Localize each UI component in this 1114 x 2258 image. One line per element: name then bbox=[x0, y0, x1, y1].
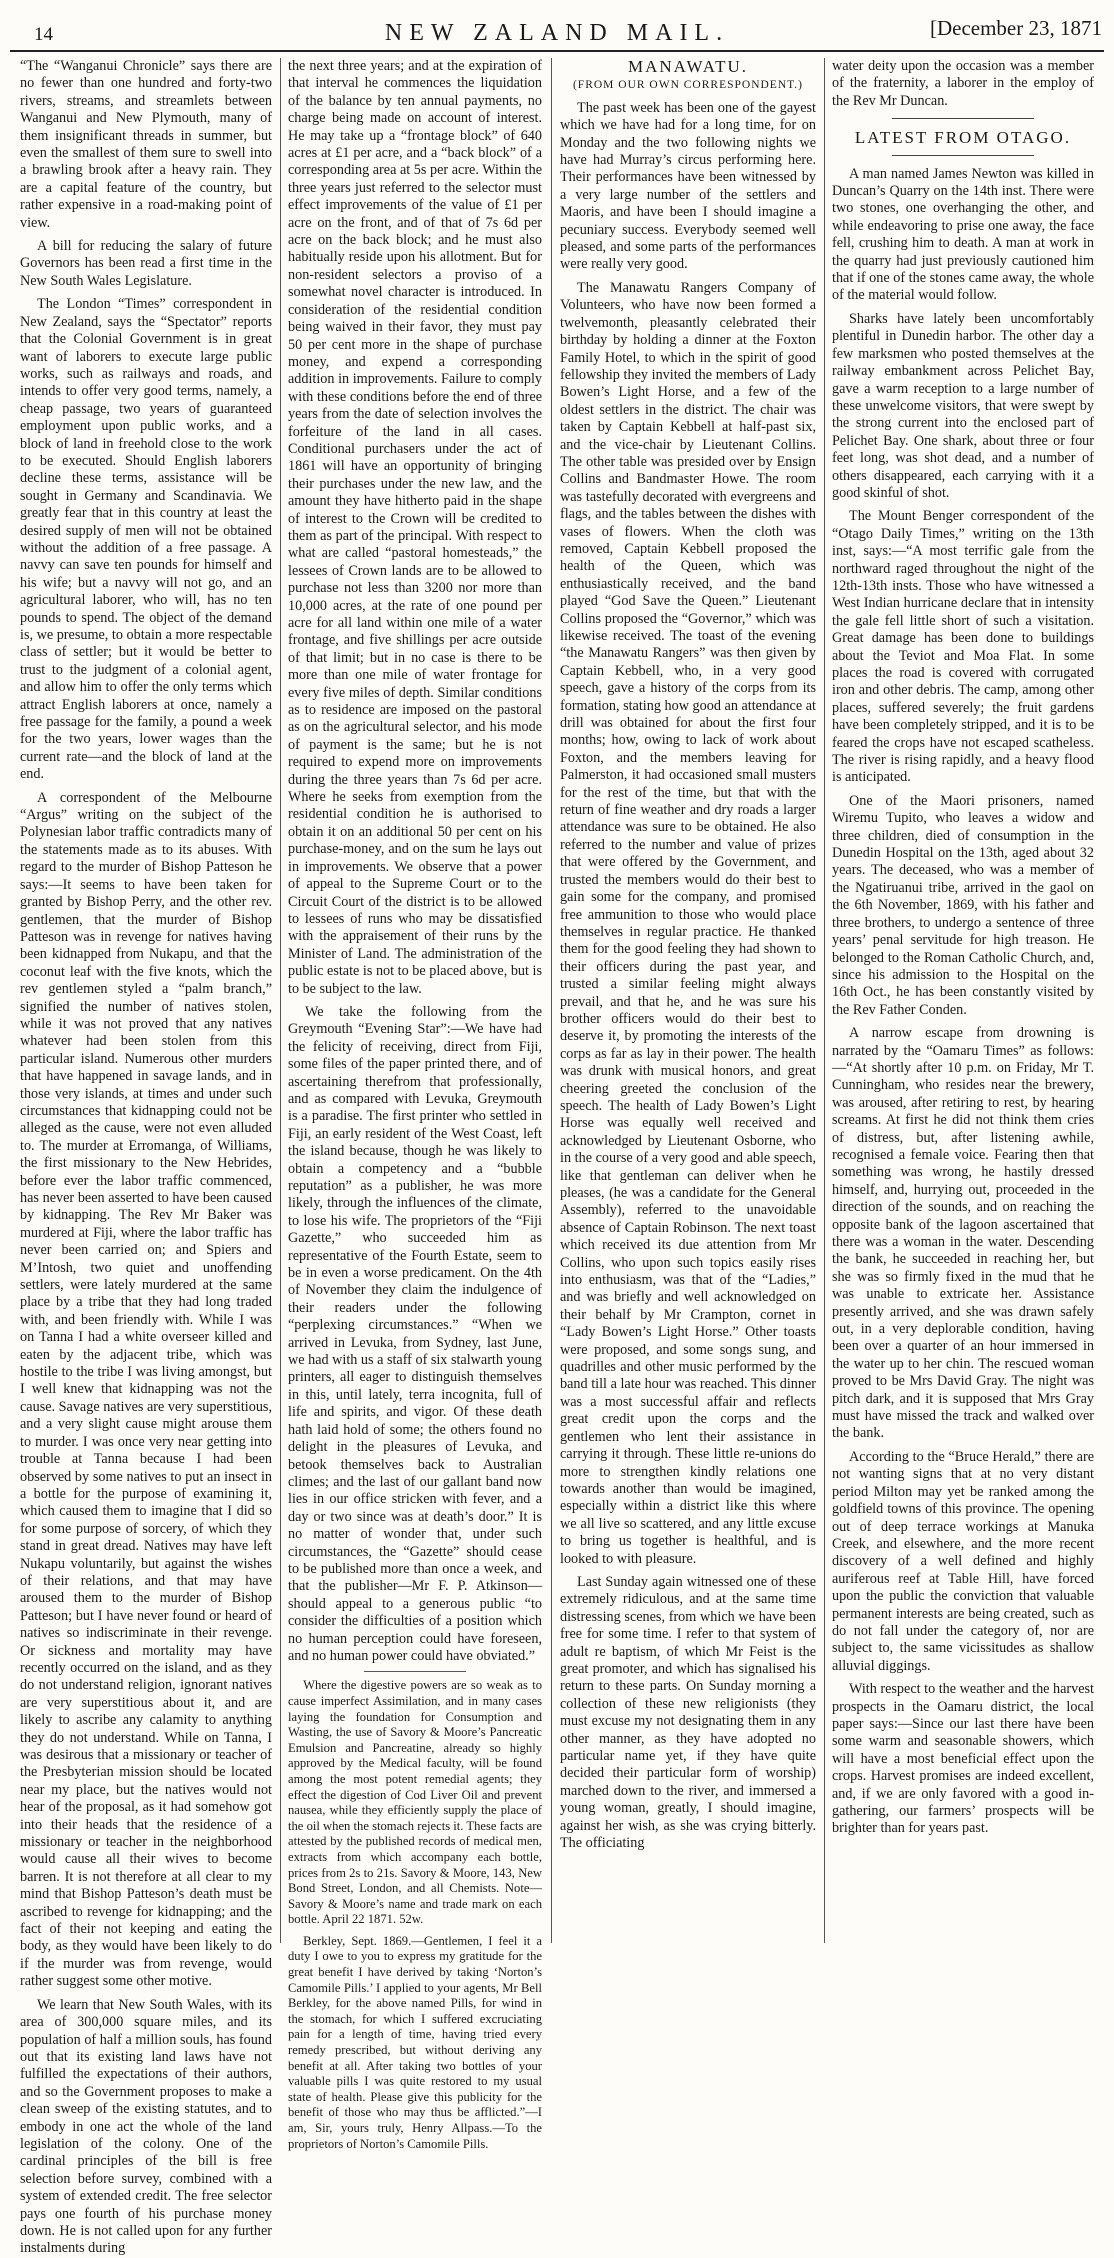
article-times-laborers: The London “Times” correspondent in New Zealand, says the “Spectator” reports that the Colonial Government is in great want of laborers to execute large public works, such as railways and roads, and intends to offer very good terms, namely, a cheap passage, two years of guaranteed employment upon public works, and a block of land in freehold close to the work to be executed. Should English laborers decline these terms, assistance will be sought in Germany and Scandinavia. We greatly fear that in this country at least the desired supply of men will not be obtained without the addition of a free passage. A navvy can save ten pounds for himself and his wife; but a navvy will not go, and an agricultural laborer, who will, has no ten pounds to spend. The object of the demand is, we presume, to obtain a more respectable class of settler; but it would be better to trust to the judgment of a colonial agent, and allow him to offer the only terms which attract English laborers at once, namely a free passage for the family, a pound a week for the two years, lower wages than the current rate—and the block of land at the end. bbox=[20, 296, 272, 783]
article-rebaptism-continued: water deity upon the occasion was a member of the fraternity, a laborer in the employ of the Rev Mr Duncan. bbox=[832, 58, 1094, 109]
column-2 bbox=[288, 58, 542, 2151]
advertisement-savory-moore: Where the digestive powers are so weak as to cause imperfect Assimilation, and in many cases laying the foundation for Consumption and Wasting, the use of Savory & Moore’s Pancreatic Emulsion and Pancreatine, already so highly approved by the Medical faculty, will be found among the most potent remedial agents; they effect the digestion of Cod Liver Oil and prevent nausea, while they efficiently supply the place of the oil when the stomach rejects it. These facts are attested by the published records of medical men, extracts from which accompany each bottle, prices from 2s to 21s. Savory & Moore, 143, New Bond Street, London, and all Chemists. Note—Savory & Moore’s name and trade mark on each bottle. April 22 1871. 52w. bbox=[288, 1678, 542, 1927]
article-governors-salary: A bill for reducing the salary of future Governors has been read a first time in the New South Wales Legislature. bbox=[20, 238, 272, 289]
masthead: NEW ZALAND MAIL. bbox=[384, 20, 730, 46]
section-subtitle: (FROM OUR OWN CORRESPONDENT.) bbox=[572, 79, 804, 92]
column-3 bbox=[560, 58, 816, 1947]
section-rule bbox=[892, 155, 1033, 156]
newspaper-page bbox=[10, 0, 1104, 2257]
article-sharks: Sharks have lately been uncomfortably plentiful in Dunedin harbor. The other day a few marksmen who posted themselves at the railway embankment across Pelichet Bay, gave a warm reception to a large number of these unwelcome visitors, that were swept by the strong current into the enclosed part of Pelichet Bay. One shark, about three or four feet long, was shot dead, and a number of others disappeared, each carrying with it a good skinful of shot. bbox=[832, 310, 1094, 501]
article-gale: The Mount Benger correspondent of the “Otago Daily Times,” writing on the 13th inst, says:—“A most terrific gale from the northward raged throughout the night of the 12th-13th insts. Those who have witnessed a West Indian hurricane declare that in intensity the gale fell little short of such a visitation. Great damage has been done to buildings about the Teviot and Moa Flat. In some places the road is covered with corrugated iron and other debris. The camp, among other places, suffered severely; the fruit gardens have been completely stripped, and it is to be feared the crops have not escaped scatheless. The river is rising rapidly, and a heavy flood is anticipated. bbox=[832, 508, 1094, 786]
column-4 bbox=[832, 58, 1094, 1947]
article-wanganui-streams: “The “Wanganui Chronicle” says there are no fewer than one hundred and forty-two rivers, streams, and streamlets between Wanganui and New Plymouth, many of them insignificant threads in summer, but even the smallest of them sure to swell into a brawling brook after a heavy rain. They are a capital feature of the country, but rather expensive in a road-making point of view. bbox=[20, 58, 272, 231]
article-fiji-gazette: We take the following from the Greymouth “Evening Star”:—We have had the felicity of receiving, direct from Fiji, some files of the paper printed there, and of ascertaining therefrom that professionally, and as compared with Levuka, Greymouth is a paradise. The first printer who settled in Fiji, an early resident of the West Coast, left the island because, though he was likely to obtain a competency and a “bubble reputation” as a publisher, he was more likely, through the influences of the climate, to lose his wife. The proprietors of the “Fiji Gazette,” who succeeded him as representative of the Fourth Estate, seem to be in even a worse predicament. On the 4th of November they claim the indulgence of their readers under the following “perplexing circumstances.” “When we arrived in Levuka, from Sydney, last June, we had with us a staff of six stalwarth young printers, all eager to distinguish themselves in this, until lately, terra incognita, full of life and spirits, and vigor. Of these death hath laid hold of some; the others found no delight in the pleasures of Levuka, and betook themselves back to Australian climes; and the last of our gallant band now lies in our office stricken with fever, and a day or two since was at death’s door.” It is no matter of wonder that, under such circumstances, the “Gazette” should cease to be published more than once a week, and that the publisher—Mr F. P. Atkinson—should appeal to a generous public “to consider the difficulties of a position which no human perception could have foreseen, and no human power could have obviated.” bbox=[288, 1003, 542, 1664]
article-nsw-land-continued: the next three years; and at the expiration of that interval he commences the liquidation of the balance by ten annual payments, no charge being made on account of interest. He may take up a “frontage block” of 640 acres at £1 per acre, and a “back block” of a corresponding area at 5s per acre. Within the three years just referred to the selector must effect improvements of the value of £1 per acre on the front, and of that of 7s 6d per acre on the back block; and he must also habitually reside upon his allotment. But for non-resident selectors a proviso of a somewhat novel character is introduced. In consideration of the residential condition being waived in their favor, they must pay 50 per cent more in the shape of purchase money, and expend a corresponding addition in improvements. Failure to comply with these conditions before the end of three years from the date of selection involves the forfeiture of the land in all cases. Conditional purchasers under the act of 1861 will have an opportunity of bringing their purchases under the new law, and the amount they have hitherto paid in the shape of interest to the Crown will be credited to them as part of the principal. With respect to what are called “pastoral homesteads,” the lessees of Crown lands are to be allowed to purchase not less than 3200 nor more than 10,000 acres, at the rate of one pound per acre for all land within one mile of a water frontage, and five shillings per acre outside of that limit; but in no case is there to be more than one mile of water frontage for every five miles of depth. Similar conditions as to residence are imposed on the pastoral as on the agricultural selector, and his mode of payment is the same; but he is not required to expend more on improvements during the three years than 7s 6d per acre. Where he seeks from exemption from the residential condition he is authorised to obtain it on an additional 50 per cent on his purchase-money, and on the sum he lays out in improvements. We observe that a power of appeal to the Supreme Court or to the Circuit Court of the district is to be allowed to lessees of runs who may be dissatisfied with the appraisement of their runs by the Minister of Land. The administration of the public estate is not to be placed above, but is to be subject to the law. bbox=[288, 58, 542, 997]
article-milton-goldfield: According to the “Bruce Herald,” there are not wanting signs that at no very distant period Milton may yet be ranked among the goldfield towns of this province. The opening out of deep terrace workings at Manuka Creek, and elsewhere, and the more recent discovery of a well defined and highly auriferous reef at Table Hill, have forced upon the public the conviction that valuable permanent interests are being created, such as do not fall under the category of, nor are subject to, the same vicissitudes as shallow alluvial diggings. bbox=[832, 1448, 1094, 1674]
divider bbox=[364, 1671, 466, 1672]
section-title-otago: LATEST FROM OTAGO. bbox=[854, 128, 1072, 148]
section-title-manawatu: MANAWATU. bbox=[627, 57, 749, 76]
article-quarry-death: A man named James Newton was killed in Duncan’s Quarry on the 14th inst. There were two stones, one overhanging the other, and while endeavoring to prise one away, the face fell, crushing him to death. A man at work in the quarry had just previously cautioned him that if one of the stones came away, the whole of the material would follow. bbox=[832, 165, 1094, 304]
column-1 bbox=[20, 58, 272, 2257]
advertisement-norton-pills: Berkley, Sept. 1869.—Gentlemen, I feel it a duty I owe to you to express my gratitude for the great benefit I have derived by taking ‘Norton’s Camomile Pills.’ I applied to your agents, Mr Bell Berkley, for the above named Pills, for wind in the stomach, for which I suffered excruciating pain for a length of time, having tried every remedy prescribed, but without deriving any benefit at all. After taking two bottles of your valuable pills I was quite restored to my usual state of health. Please give this publicity for the benefit of those who may thus be afflicted.”—I am, Sir, yours truly, Henry Allpass.—To the proprietors of Norton’s Camomile Pills. bbox=[288, 1933, 542, 2151]
issue-date: [December 23, 1871 bbox=[929, 16, 1102, 40]
article-circus: The past week has been one of the gayest which we have had for a long time, for on Monday and the two following nights we have had Murray’s circus performing here. Their performances have been witnessed by a very large number of the settlers and Maoris, and have been I should imagine a pecuniary success. Everybody seemed well pleased, and some parts of the performances were really very good. bbox=[560, 99, 816, 273]
article-oamaru-harvest: With respect to the weather and the harvest prospects in the Oamaru district, the local paper says:—Since our last there have been some warm and seasonable showers, which will have a most beneficial effect upon the crops. Harvest promises are indeed excellent, and, if we are only favored with a good in-gathering, our farmers’ prospects will be brighter than for years past. bbox=[832, 1681, 1094, 1837]
article-nsw-land: We learn that New South Wales, with its area of 300,000 square miles, and its population of half a million souls, has found out that its existing land laws have not fulfilled the expectations of their authors, and so the Government proposes to make a clean sweep of the existing statutes, and to embody in one act the whole of the land legislation of the colony. One of the cardinal principles of the bill is free selection before survey, combined with a system of extended credit. The free selector pays one fourth of his purchase money down. He is not called upon for any further instalments during bbox=[20, 1996, 272, 2257]
page-number: 14 bbox=[34, 24, 53, 45]
article-maori-prisoner: One of the Maori prisoners, named Wiremu Tupito, who leaves a widow and three children, died of consumption in the Dunedin Hospital on the 13th, aged about 32 years. The deceased, who was a member of the Ngatiruanui tribe, arrived in the gaol on the 6th November, 1869, with his father and three brothers, to undergo a sentence of three years’ penal servitude for high treason. He belonged to the Roman Catholic Church, and, since his admission to the Hospital on the 16th Oct., he has been constantly visited by the Rev Father Conden. bbox=[832, 792, 1094, 1018]
article-drowning-escape: A narrow escape from drowning is narrated by the “Oamaru Times” as follows:—“At shortly after 10 p.m. on Friday, Mr T. Cunningham, who resides near the brewery, was aroused, after retiring to rest, by hearing screams. At first he did not think them cries of distress, but, after listening awhile, recognised a female voice. Fearing then that something was wrong, he hastily dressed himself, and, hurrying out, proceeded in the direction of the sounds, and on reaching the opposite bank of the lagoon ascertained that there was a woman in the water. Descending the bank, he succeeded in reaching her, but she was so firmly fixed in the mud that he was unable to extricate her. Assistance presently arrived, and she was drawn safely out, in a very deplorable condition, having been over a quarter of an hour immersed in the water up to her chin. The rescued woman proved to be Mrs David Gray. The night was pitch dark, and it is supposed that Mrs Gray must have missed the track and walked over the bank. bbox=[832, 1025, 1094, 1442]
section-rule bbox=[892, 118, 1033, 119]
article-rebaptism: Last Sunday again witnessed one of these extremely ridiculous, and at the same time distressing scenes, from which we have been free for some time. I refer to that system of adult re baptism, of which Mr Feist is the great promoter, and which has signalised his return to these parts. On Sunday morning a collection of these new religionists (they must excuse my not designating them in any other manner, as they have adopted no particular name yet, if they have quite decided their particular form of worship) marched down to the river, and immersed a young woman, greatly, I should imagine, against her wish, as she was crying bitterly. The officiating bbox=[560, 1573, 816, 1852]
page-header bbox=[10, 6, 1104, 52]
article-polynesian-labor: A correspondent of the Melbourne “Argus” writing on the subject of the Polynesian labor traffic contradicts many of the statements made as to its abuses. With regard to the murder of Bishop Patteson he says:—It seems to have been taken for granted by Bishop Perry, and the other rev. gentlemen, that the murder of Bishop Patteson was in revenge for natives having been kidnapped from Nukapu, and that the coconut leaf with the five knots, which the rev gentlemen styled a “palm branch,” signified the number of natives stolen, while it was not proved that any natives whatever had been stolen from this particular island. Numerous other murders that have happened in savage lands, and in those very islands, at times and under such circumstances that kidnapping could not be alleged as the cause, were not even alluded to. The murder at Erromanga, of Williams, the first missionary to the New Hebrides, before ever the labor traffic commenced, has never been asserted to have been caused by kidnapping. The Rev Mr Baker was murdered at Fiji, where the labor traffic has never been carried on; and Spiers and M’Intosh, two quiet and unoffending settlers, were lately murdered at the same place by a tribe that they had long traded with, and been friendly with. While I was on Tanna I had a white overseer killed and eaten by the adjacent tribe, which was hostile to the tribe I was living amongst, but I well knew that kidnapping was not the cause. Savage natives are very superstitious, and a very slight cause might arouse them to murder. I was once very near getting into trouble at Tanna because I had been observed by some natives to put an insect in a bottle for the purpose of examining it, which caused them to imagine that I did so for some purpose of sorcery, of which they stand in great dread. Natives may have left Nukapu voluntarily, but against the wishes of their relations, and that may have aroused them to the murder of Bishop Patteson; but I have never found or heard of natives so indiscriminate in their revenge. Or sickness and mortality may have recently occurred on the island, and as they do not understand religion, ignorant natives are very superstitious about it, and are likely to ascribe any calamity to anything they do not understand. While on Tanna, I was desirous that a missionary or teacher of the Presbyterian mission should be located near my place, but the natives would not hear of the proposal, as it had somehow got into their heads that the residence of a missionary or teacher in the neighborhood would cause all their wives to become barren. It is not therefore at all clear to my mind that Bishop Patteson’s death must be ascribed to revenge for kidnapping; and the fact of their not keeping and eating the body, as they would have been likely to do if the murder was from revenge, would rather suggest some other motive. bbox=[20, 789, 272, 1990]
article-rangers-dinner: The Manawatu Rangers Company of Volunteers, who have now been formed a twelvemonth, pleasantly celebrated their birthday by holding a dinner at the Foxton Family Hotel, to which in the spirit of good fellowship they invited the members of Lady Bowen’s Light Horse, and a few of the oldest settlers in the district. The chair was taken by Captain Kebbell at half-past six, and the vice-chair by Lieutenant Collins. The other table was presided over by Ensign Collins and Bandmaster Howe. The room was tastefully decorated with evergreens and flags, and the tables between the dishes with vases of flowers. When the cloth was removed, Captain Kebbell proposed the health of the Queen, which was enthusiastically received, and the band played “God Save the Queen.” Lieutenant Collins proposed the “Governor,” which was likewise received. The toast of the evening “the Manawatu Rangers” was then given by Captain Kebbell, who, in a very good speech, gave a history of the corps from its formation, stating how good an attendance at drill was obtained for about the first four months; how, owing to lack of work about Foxton, and the members leaving for Palmerston, it had occasioned small musters for the rest of the time, but that with the return of fine weather and dry roads a larger attendance was sure to be obtained. He also referred to the number and value of prizes that were offered by the Government, and trusted the members would do their best to gain some for the company, and promised free ammunition to those who would place themselves in regular practice. He thanked them for the good feeling they had shown to their officers during the past year, and trusted a similar feeling might always prevail, and that he, and he was sure his brother officers would do their best to deserve it, by promoting the interests of the corps as far as lay in their power. The health was drunk with musical honors, and great cheering greeted the conclusion of the speech. The health of Lady Bowen’s Light Horse was equally well received and acknowledged by Lieutenant Osborne, who in the course of a very good and able speech, like that gentleman can deliver when he pleases, (he was a candidate for the General Assembly), referred to the unavoidable absence of Captain Robinson. The next toast which received its due attention from Mr Collins, who upon such topics easily rises into enthusiasm, was that of the “Ladies,” and was briefly and well acknowledged on their behalf by Mr Crampton, cornet in “Lady Bowen’s Light Horse.” Other toasts were proposed, and some songs sung, and quadrilles and other music performed by the band till a late hour was reached. This dinner was a most successful affair and reflects great credit upon the corps and the gentlemen who lent their assistance in carrying it through. These little re-unions do more to strengthen kindly relations one towards another than would be imagined, especially within a district like this where we all live so scattered, and any little excuse to bring us together is healthful, and is looked to with pleasure. bbox=[560, 279, 816, 1567]
